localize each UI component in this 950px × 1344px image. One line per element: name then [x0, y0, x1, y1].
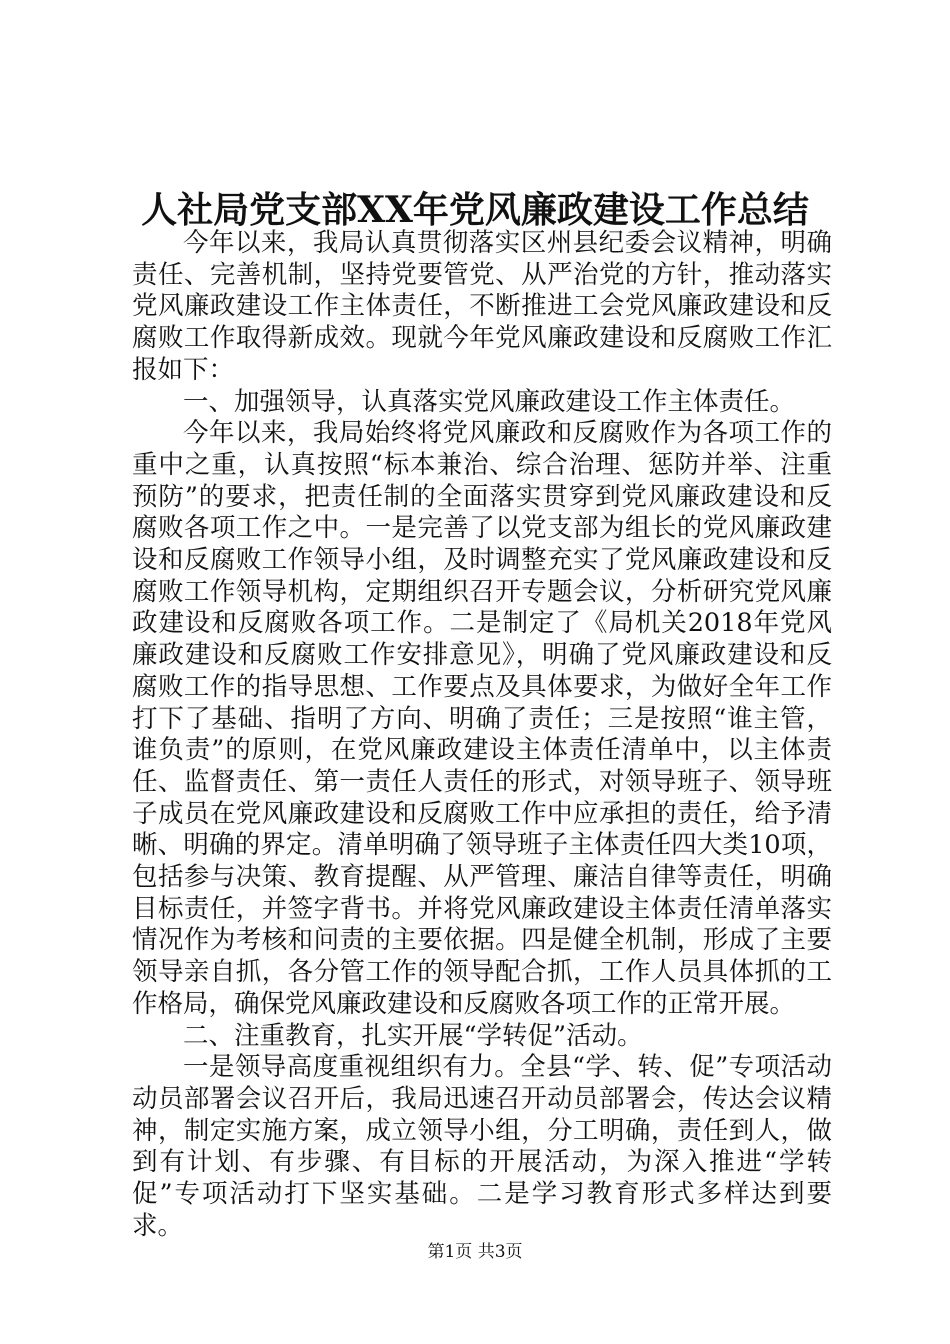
paragraph-section-1: 今年以来，我局始终将党风廉政和反腐败作为各项工作的重中之重，认真按照“标本兼治、综合治理、惩防并举、注重预防”的要求，把责任制的全面落实贯穿到党风廉政建设和反腐败各项工作之中。一是完善了以党支部为组长的党风廉政建设和反腐败工作领导小组，及时调整充实了党风廉政建设和反腐败工作领导机构，定期组织召开专题会议，分析研究党风廉政建设和反腐败各项工作。二是制定了《局机关2018年党风廉政建设和反腐败工作安排意见》，明确了党风廉政建设和反腐败工作的指导思想、工作要点及具体要求，为做好全年工作打下了基础、指明了方向、明确了责任；三是按照“谁主管，谁负责”的原则，在党风廉政建设主体责任清单中，以主体责任、监督责任、第一责任人责任的形式，对领导班子、领导班子成员在党风廉政建设和反腐败工作中应承担的责任，给予清晰、明确的界定。清单明确了领导班子主体责任四大类10项，包括参与决策、教育提醒、从严管理、廉洁自律等责任，明确目标责任，并签字背书。并将党风廉政建设主体责任清单落实情况作为考核和问责的主要依据。四是健全机制，形成了主要领导亲自抓，各分管工作的领导配合抓，工作人员具体抓的工作格局，确保党风廉政建设和反腐败各项工作的正常开展。 — [132, 418, 832, 1019]
section-heading-2: 二、注重教育，扎实开展“学转促”活动。 — [183, 1020, 643, 1051]
document-body — [132, 228, 832, 1243]
section-heading-1: 一、加强领导，认真落实党风廉政建设工作主体责任。 — [183, 386, 796, 417]
document-title: 人社局党支部XX年党风廉政建设工作总结 — [141, 189, 809, 231]
paragraph-intro: 今年以来，我局认真贯彻落实区州县纪委会议精神，明确责任、完善机制，坚持党要管党、从严治党的方针，推动落实党风廉政建设工作主体责任，不断推进工会党风廉政建设和反腐败工作取得新成效。现就今年党风廉政建设和反腐败工作汇报如下： — [132, 228, 832, 385]
paragraph-section-2: 一是领导高度重视组织有力。全县“学、转、促”专项活动动员部署会议召开后，我局迅速召开动员部署会，传达会议精神，制定实施方案，成立领导小组，分工明确，责任到人，做到有计划、有步骤、有目标的开展活动，为深入推进“学转促”专项活动打下坚实基础。二是学习教育形式多样达到要求。 — [132, 1052, 832, 1241]
page-number-footer: 第1页 共3页 — [427, 1242, 523, 1262]
